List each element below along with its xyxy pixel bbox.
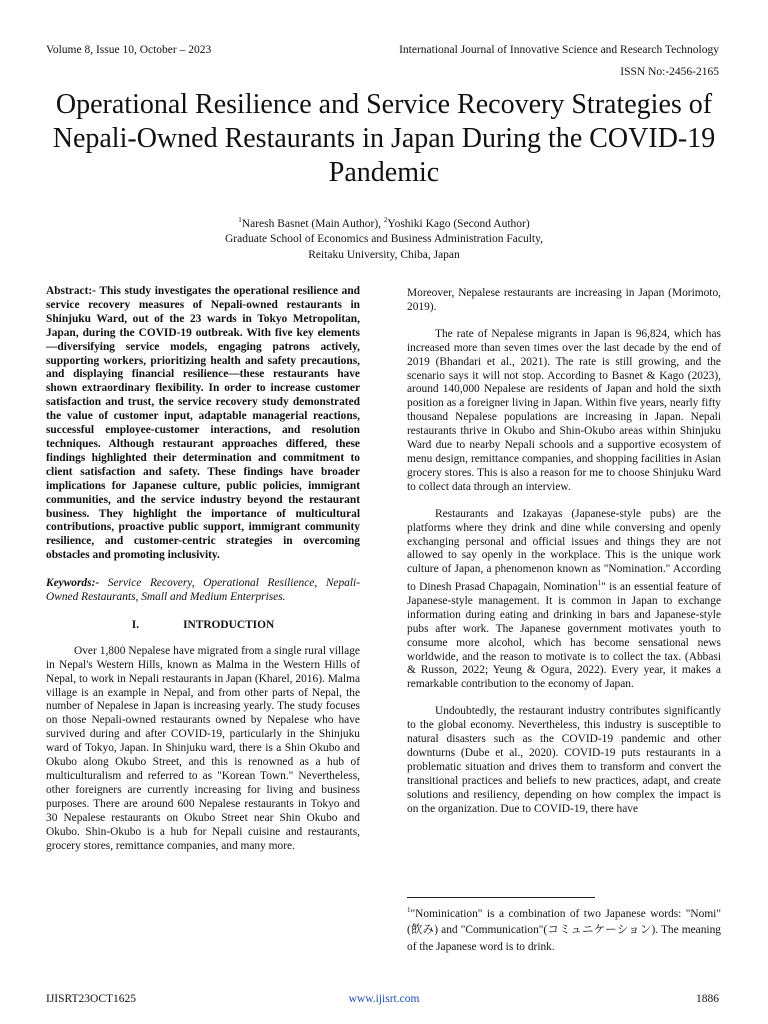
footnote-text: "Nominication" is a combination of two Japanese words: "Nomi" (飲み) and "Communication"(コミュニケーション). The meaning of the Japanese word is to drink.: [407, 907, 721, 953]
paper-title: Operational Resilience and Service Recovery Strategies of Nepali-Owned Restaurants in Japan During the COVID-19 Pandemic: [52, 89, 716, 188]
footnote-number: 1: [407, 906, 411, 914]
footnote-ref[interactable]: 1: [597, 579, 602, 588]
section-title: INTRODUCTION: [183, 618, 275, 631]
volume-issue: Volume 8, Issue 10, October – 2023: [46, 44, 212, 56]
left-column: [46, 285, 360, 853]
website-link[interactable]: www.ijisrt.com: [348, 993, 420, 1005]
intro-paragraph: Over 1,800 Nepalese have migrated from a single rural village in Nepal's Western Hills, known as Malma in the Western Hills of Nepal, to work in Nepali restaurants in Japan (Kharel, 2016). Malma village is an example in Nepal, and from other parts of Nepal, the number of Nepalese in Japan is increasing yearly. The study focuses on those Nepali-owned restaurants owned by Nepalese who have survived during and after COVID-19, particularly in the Shinjuku ward of Tokyo, Japan. In Shinjuku ward, there is a Shin Okubo and Okubo along Okubo Street, and this is renowned as a hub of multiculturalism and referred to as "Korean Town." Nevertheless, other foreigners are currently increasing for living and business purposes. There are around 600 Nepalese restaurants in Tokyo and 30 Nepalese restaurants on Okubo Street near Shin Okubo and Okubo. Shin-Okubo is a hub for Nepali cuisine and restaurants, grocery stores, remittance companies, and many more.: [46, 644, 360, 852]
page-number: 1886: [696, 993, 719, 1005]
journal-name: International Journal of Innovative Science and Research Technology: [399, 44, 719, 56]
keywords: [46, 577, 360, 605]
affiliation-line2: Reitaku University, Chiba, Japan: [308, 248, 460, 261]
izakaya-text-after: " is an essential feature of Japanese-style management. It is common in Japan to exchange information during eating and drinking in bars and Japanese-style pubs after work. The Japanese government motivates youth to consume more alcohol, which has become sensational news worldwide, and the reason to motivate is to collect the tax. (Abbasi & Russon, 2022; Yeung & Ogura, 2022). Every year, it makes a remarkable contribution to the economy of Japan.: [407, 581, 721, 691]
author2: Yoshiki Kago (Second Author): [387, 217, 530, 230]
keywords-label: Keywords:-: [46, 577, 100, 590]
author1-superscript: 1: [238, 216, 242, 224]
right-column: [407, 287, 721, 817]
keywords-text: Service Recovery, Operational Resilience, Nepali-Owned Restaurants, Small and Medium Enterprises.: [46, 577, 360, 604]
footnote-divider: [407, 897, 595, 898]
author2-superscript: 2: [383, 216, 388, 224]
footnote: [407, 902, 721, 955]
article-code: IJISRT23OCT1625: [46, 993, 137, 1005]
izakaya-text-before: Restaurants and Izakayas (Japanese-style pubs) are the platforms where they drink and dine while conversing and openly exchanging personal and official issues and things they are not allowed to say openly in the workplace. This is the unique work culture of Japan, a phenomenon known as "Nomination." According to Dinesh Prasad Chapagain, Nomination: [407, 507, 721, 594]
paragraph-migrants: The rate of Nepalese migrants in Japan is 96,824, which has increased more than seven times over the last decade by the end of 2019 (Bhandari et al., 2021). The rate is still growing, and the scenario says it will not stop. According to Basnet & Kago (2023), around 140,000 Nepalese are residents of Japan and hold the sixth position as a foreigner living in Japan. Within five years, nearly fifty thousand Nepalese populations are increasing in Japan. Nepali restaurants thrive in Okubo and Shin-Okubo areas within Shinjuku Ward due to nearby Nepali schools and a supportive ecosystem of menu design, remittance companies, and shopping facilities in Asian grocery stores. This is also a reason for me to choose Shinjuku Ward to collect data through an interview.: [407, 327, 721, 493]
author1: Naresh Basnet (Main Author),: [241, 217, 384, 230]
abstract: Abstract:- This study investigates the operational resilience and service recovery measures of Nepali-owned restaurants in Shinjuku Ward, out of the 23 wards in Tokyo Metropolitan, Japan, during the COVID-19 outbreak. With five key elements—diversifying service models, engaging patrons actively, supporting workers, prioritizing health and safety precautions, and displaying financial resilience—these restaurants have shown extraordinary flexibility. In order to increase customer satisfaction and trust, the service recovery study demonstrated the value of customer input, adaptable managerial reactions, successful employee-customer interactions, and resolution techniques. Although restaurant approaches differed, these findings highlighted their determination and commitment to client satisfaction and safety. These findings have broader implications for Japanese culture, public policies, immigrant communities, and the service industry beyond the restaurant business. They highlight the importance of multicultural contributions, proactive public support, immigrant community resilience, and customer-centric strategies in overcoming obstacles and promoting inclusivity.: [46, 285, 360, 562]
section-heading: [46, 619, 360, 633]
issn: ISSN No:-2456-2165: [620, 66, 719, 78]
affiliation-line1: Graduate School of Economics and Business Administration Faculty,: [224, 233, 543, 246]
section-number: I.: [131, 618, 140, 631]
paragraph-industry: Undoubtedly, the restaurant industry contributes significantly to the global economy. Nevertheless, this industry is susceptible to natural disasters such as the COVID-19 pandemic and other downturns (Dube et al., 2020). COVID-19 puts restaurants in a problematic situation and drives them to transform and convert the transitional practices and beliefs to new practices, adapt, and create solutions and resiliency, depending on how complex the impact is on the organization. Due to COVID-19, there have: [407, 705, 721, 815]
paragraph-continued: Moreover, Nepalese restaurants are increasing in Japan (Morimoto, 2019).: [407, 287, 721, 313]
author-block: [40, 213, 728, 263]
paragraph-izakaya: [407, 508, 721, 693]
author-line: [40, 213, 728, 232]
